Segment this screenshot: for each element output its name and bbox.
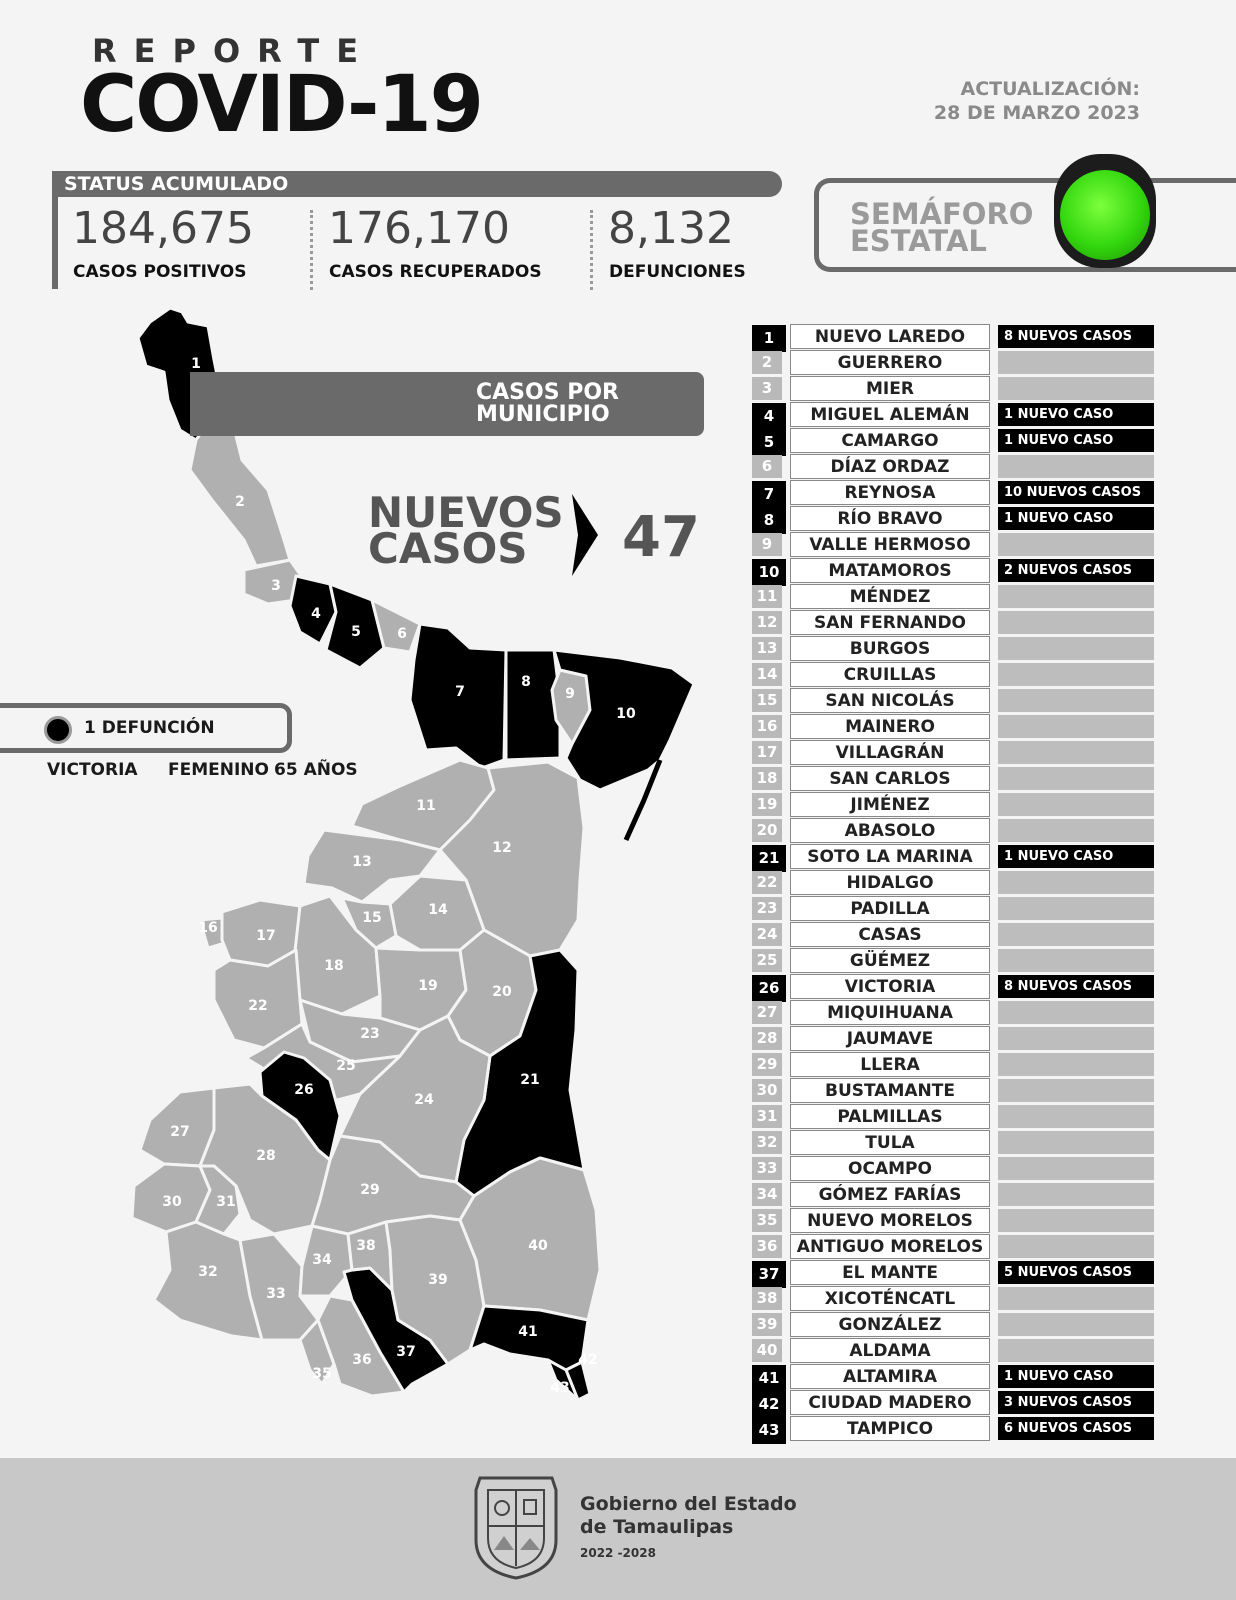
- municipio-new-cases: [998, 819, 1154, 842]
- municipio-new-cases: 5 NUEVOS CASOS: [998, 1261, 1154, 1284]
- map-label-29: 29: [360, 1182, 380, 1198]
- municipio-name: MIER: [790, 376, 990, 401]
- municipio-name: CIUDAD MADERO: [790, 1390, 990, 1415]
- table-row: [752, 792, 1172, 818]
- map-label-8: 8: [521, 674, 531, 690]
- municipio-name: HIDALGO: [790, 870, 990, 895]
- table-row: [752, 428, 1172, 454]
- table-row: [752, 1234, 1172, 1260]
- municipio-number: 9: [752, 533, 782, 556]
- table-row: [752, 1312, 1172, 1338]
- map-label-9: 9: [565, 686, 575, 702]
- municipio-name: MATAMOROS: [790, 558, 990, 583]
- municipio-name: JIMÉNEZ: [790, 792, 990, 817]
- municipio-number: 41: [752, 1365, 786, 1392]
- municipio-number: 31: [752, 1105, 782, 1128]
- municipio-name: CAMARGO: [790, 428, 990, 453]
- municipio-new-cases: [998, 351, 1154, 374]
- municipio-new-cases: 10 NUEVOS CASOS: [998, 481, 1154, 504]
- map-label-41: 41: [518, 1324, 538, 1340]
- municipio-name: BURGOS: [790, 636, 990, 661]
- municipio-name: RÍO BRAVO: [790, 506, 990, 531]
- table-row: [752, 1000, 1172, 1026]
- map-label-34: 34: [312, 1252, 332, 1268]
- map-label-22: 22: [248, 998, 268, 1014]
- municipio-new-cases: 1 NUEVO CASO: [998, 429, 1154, 452]
- map-label-30: 30: [162, 1194, 182, 1210]
- municipio-name: SAN CARLOS: [790, 766, 990, 791]
- municipio-number: 23: [752, 897, 782, 920]
- municipio-number: 12: [752, 611, 782, 634]
- municipio-number: 8: [752, 507, 786, 534]
- municipio-new-cases: [998, 897, 1154, 920]
- municipio-number: 19: [752, 793, 782, 816]
- municipio-name: CASAS: [790, 922, 990, 947]
- table-row: [752, 1182, 1172, 1208]
- municipio-number: 15: [752, 689, 782, 712]
- municipio-name: SAN FERNANDO: [790, 610, 990, 635]
- municipio-new-cases: [998, 637, 1154, 660]
- nuevos-casos-label: [368, 488, 564, 573]
- municipio-new-cases: 2 NUEVOS CASOS: [998, 559, 1154, 582]
- table-row: [752, 532, 1172, 558]
- municipio-new-cases: [998, 1079, 1154, 1102]
- municipio-new-cases: 8 NUEVOS CASOS: [998, 975, 1154, 998]
- municipio-new-cases: [998, 1105, 1154, 1128]
- map-label-38: 38: [356, 1238, 376, 1254]
- table-row: [752, 1026, 1172, 1052]
- municipio-new-cases: [998, 1001, 1154, 1024]
- municipio-number: 27: [752, 1001, 782, 1024]
- government-name: [580, 1493, 797, 1539]
- municipio-number: 33: [752, 1157, 782, 1180]
- map-label-5: 5: [351, 624, 361, 640]
- municipio-new-cases: [998, 767, 1154, 790]
- municipio-new-cases: [998, 377, 1154, 400]
- municipio-number: 4: [752, 403, 786, 430]
- table-row: [752, 636, 1172, 662]
- municipio-name: EL MANTE: [790, 1260, 990, 1285]
- nuevos-line2: CASOS: [368, 524, 528, 573]
- municipio-number: 26: [752, 975, 786, 1002]
- municipio-number: 32: [752, 1131, 782, 1154]
- map-label-32: 32: [198, 1264, 218, 1280]
- map-label-21: 21: [520, 1072, 540, 1088]
- municipio-name: TAMPICO: [790, 1416, 990, 1441]
- traffic-light-green-icon: [1060, 170, 1150, 260]
- table-row: [752, 1052, 1172, 1078]
- municipio-name: MIQUIHUANA: [790, 1000, 990, 1025]
- municipio-new-cases: [998, 1053, 1154, 1076]
- municipio-number: 13: [752, 637, 782, 660]
- map-label-35: 35: [312, 1366, 332, 1382]
- map-label-40: 40: [528, 1238, 548, 1254]
- municipio-number: 14: [752, 663, 782, 686]
- municipio-new-cases: 8 NUEVOS CASOS: [998, 325, 1154, 348]
- defunciones-label: DEFUNCIONES: [609, 262, 746, 282]
- map-label-12: 12: [492, 840, 512, 856]
- municipio-new-cases: [998, 793, 1154, 816]
- table-row: [752, 1078, 1172, 1104]
- municipio-number: 22: [752, 871, 782, 894]
- map-label-4: 4: [311, 606, 321, 622]
- map-label-20: 20: [492, 984, 512, 1000]
- map-label-16: 16: [198, 920, 218, 936]
- municipio-number: 24: [752, 923, 782, 946]
- table-row: [752, 714, 1172, 740]
- municipio-number: 42: [752, 1391, 786, 1418]
- table-row: [752, 688, 1172, 714]
- municipio-name: VICTORIA: [790, 974, 990, 999]
- update-date: 28 DE MARZO 2023: [933, 102, 1140, 124]
- municipio-new-cases: [998, 611, 1154, 634]
- map-label-17: 17: [256, 928, 276, 944]
- municipio-name: GUERRERO: [790, 350, 990, 375]
- municipio-name: CRUILLAS: [790, 662, 990, 687]
- map-label-15: 15: [362, 910, 382, 926]
- municipio-new-cases: [998, 715, 1154, 738]
- municipio-new-cases: [998, 1027, 1154, 1050]
- municipio-new-cases: [998, 871, 1154, 894]
- municipio-new-cases: [998, 1183, 1154, 1206]
- map-label-11: 11: [416, 798, 436, 814]
- map-label-2: 2: [235, 494, 245, 510]
- table-row: [752, 324, 1172, 350]
- map-label-43: 43: [550, 1380, 570, 1396]
- municipio-name: REYNOSA: [790, 480, 990, 505]
- table-row: [752, 610, 1172, 636]
- municipio-number: 25: [752, 949, 782, 972]
- municipio-8-shape: [506, 650, 560, 760]
- table-row: [752, 1390, 1172, 1416]
- table-row: [752, 844, 1172, 870]
- table-row: [752, 1260, 1172, 1286]
- municipio-name: PALMILLAS: [790, 1104, 990, 1129]
- map-label-3: 3: [271, 578, 281, 594]
- table-row: [752, 922, 1172, 948]
- semaforo-line2: ESTATAL: [850, 224, 987, 258]
- table-row: [752, 1156, 1172, 1182]
- table-row: [752, 818, 1172, 844]
- municipio-number: 1: [752, 325, 786, 352]
- table-row: [752, 558, 1172, 584]
- municipio-new-cases: [998, 949, 1154, 972]
- table-row: [752, 350, 1172, 376]
- table-row: [752, 1130, 1172, 1156]
- municipio-number: 28: [752, 1027, 782, 1050]
- update-label: ACTUALIZACIÓN:: [960, 78, 1140, 100]
- defuncion-municipio: VICTORIA: [47, 760, 138, 780]
- municipio-number: 34: [752, 1183, 782, 1206]
- map-label-19: 19: [418, 978, 438, 994]
- municipio-new-cases: 6 NUEVOS CASOS: [998, 1417, 1154, 1440]
- municipio-new-cases: [998, 741, 1154, 764]
- municipio-new-cases: 3 NUEVOS CASOS: [998, 1391, 1154, 1414]
- municipio-new-cases: 1 NUEVO CASO: [998, 403, 1154, 426]
- map-label-28: 28: [256, 1148, 276, 1164]
- municipio-2-shape: [190, 420, 290, 566]
- municipio-new-cases: 1 NUEVO CASO: [998, 507, 1154, 530]
- status-label: STATUS ACUMULADO: [64, 173, 289, 195]
- casos-line2: MUNICIPIO: [476, 402, 610, 427]
- municipio-new-cases: [998, 1157, 1154, 1180]
- municipio-name: ALTAMIRA: [790, 1364, 990, 1389]
- municipio-name: XICOTÉNCATL: [790, 1286, 990, 1311]
- municipio-new-cases: [998, 1235, 1154, 1258]
- municipio-number: 3: [752, 377, 782, 400]
- table-row: [752, 870, 1172, 896]
- nuevos-casos-total: 47: [622, 505, 700, 570]
- map-label-7: 7: [455, 684, 465, 700]
- municipio-name: DÍAZ ORDAZ: [790, 454, 990, 479]
- table-row: [752, 662, 1172, 688]
- municipio-new-cases: 1 NUEVO CASO: [998, 845, 1154, 868]
- municipio-name: LLERA: [790, 1052, 990, 1077]
- semaforo-label: [850, 197, 1034, 258]
- map-label-14: 14: [428, 902, 448, 918]
- table-row: [752, 1208, 1172, 1234]
- table-row: [752, 766, 1172, 792]
- municipio-number: 10: [752, 559, 786, 586]
- municipio-new-cases: [998, 1313, 1154, 1336]
- municipio-name: ABASOLO: [790, 818, 990, 843]
- municipio-name: VALLE HERMOSO: [790, 532, 990, 557]
- map-label-1: 1: [191, 356, 201, 372]
- municipio-number: 30: [752, 1079, 782, 1102]
- municipio-number: 7: [752, 481, 786, 508]
- table-row: [752, 1338, 1172, 1364]
- municipio-number: 5: [752, 429, 786, 456]
- table-row: [752, 740, 1172, 766]
- recuperados-label: CASOS RECUPERADOS: [329, 262, 542, 282]
- table-row: [752, 376, 1172, 402]
- table-row: [752, 974, 1172, 1000]
- municipio-name: SAN NICOLÁS: [790, 688, 990, 713]
- municipio-name: BUSTAMANTE: [790, 1078, 990, 1103]
- map-label-25: 25: [336, 1058, 356, 1074]
- table-row: [752, 948, 1172, 974]
- map-label-10: 10: [616, 706, 636, 722]
- map-label-18: 18: [324, 958, 344, 974]
- municipio-number: 20: [752, 819, 782, 842]
- table-row: [752, 1286, 1172, 1312]
- map-label-23: 23: [360, 1026, 380, 1042]
- municipio-name: NUEVO MORELOS: [790, 1208, 990, 1233]
- municipio-number: 39: [752, 1313, 782, 1336]
- page-title: COVID-19: [80, 60, 482, 150]
- update-info: [934, 77, 1140, 125]
- map-label-13: 13: [352, 854, 372, 870]
- municipio-number: 6: [752, 455, 782, 478]
- divider: [310, 210, 313, 290]
- municipio-name: TULA: [790, 1130, 990, 1155]
- municipio-new-cases: [998, 585, 1154, 608]
- municipio-name: GÜÉMEZ: [790, 948, 990, 973]
- municipio-new-cases: [998, 455, 1154, 478]
- defuncion-sexo: FEMENINO: [168, 760, 269, 780]
- semaforo-line1: SEMÁFORO: [850, 197, 1034, 231]
- map-label-27: 27: [170, 1124, 190, 1140]
- municipio-number: 16: [752, 715, 782, 738]
- recuperados-value: 176,170: [328, 203, 510, 254]
- municipio-new-cases: [998, 689, 1154, 712]
- map-label-31: 31: [216, 1194, 236, 1210]
- nuevos-line1: NUEVOS: [368, 488, 564, 537]
- municipio-name: GONZÁLEZ: [790, 1312, 990, 1337]
- chevron-right-icon: [572, 494, 602, 576]
- municipio-new-cases: 1 NUEVO CASO: [998, 1365, 1154, 1388]
- map-label-36: 36: [352, 1352, 372, 1368]
- table-row: [752, 454, 1172, 480]
- defuncion-edad: 65 AÑOS: [274, 760, 358, 780]
- status-left-border: [52, 171, 58, 289]
- table-row: [752, 896, 1172, 922]
- municipio-number: 11: [752, 585, 782, 608]
- municipio-new-cases: [998, 1209, 1154, 1232]
- municipio-number: 17: [752, 741, 782, 764]
- table-row: [752, 506, 1172, 532]
- municipio-number: 18: [752, 767, 782, 790]
- municipio-number: 40: [752, 1339, 782, 1362]
- municipio-name: ANTIGUO MORELOS: [790, 1234, 990, 1259]
- municipio-name: MÉNDEZ: [790, 584, 990, 609]
- municipio-number: 37: [752, 1261, 786, 1288]
- report-word: REPORTE: [92, 32, 376, 70]
- municipio-number: 43: [752, 1417, 786, 1444]
- map-label-24: 24: [414, 1092, 434, 1108]
- map-label-37: 37: [396, 1344, 416, 1360]
- municipio-name: NUEVO LAREDO: [790, 324, 990, 349]
- table-row: [752, 584, 1172, 610]
- positivos-value: 184,675: [72, 203, 254, 254]
- table-row: [752, 1364, 1172, 1390]
- government-years: 2022 -2028: [580, 1546, 656, 1560]
- municipio-number: 38: [752, 1287, 782, 1310]
- map-label-6: 6: [397, 626, 407, 642]
- municipio-name: MAINERO: [790, 714, 990, 739]
- municipio-new-cases: [998, 663, 1154, 686]
- municipio-name: GÓMEZ FARÍAS: [790, 1182, 990, 1207]
- municipio-name: JAUMAVE: [790, 1026, 990, 1051]
- defuncion-dot-icon: [44, 716, 72, 744]
- casos-municipio-title: [476, 382, 619, 426]
- casos-municipio-banner: [190, 372, 704, 436]
- table-row: [752, 1104, 1172, 1130]
- municipio-name: PADILLA: [790, 896, 990, 921]
- municipio-new-cases: [998, 533, 1154, 556]
- municipio-new-cases: [998, 1287, 1154, 1310]
- municipio-number: 2: [752, 351, 782, 374]
- positivos-label: CASOS POSITIVOS: [73, 262, 247, 282]
- map-label-42: 42: [578, 1352, 598, 1368]
- divider: [590, 210, 593, 290]
- table-row: [752, 1416, 1172, 1442]
- table-row: [752, 480, 1172, 506]
- gov-line1: Gobierno del Estado: [580, 1493, 797, 1515]
- municipio-name: OCAMPO: [790, 1156, 990, 1181]
- municipio-new-cases: [998, 923, 1154, 946]
- table-row: [752, 402, 1172, 428]
- municipio-name: ALDAMA: [790, 1338, 990, 1363]
- tamaulipas-coat-of-arms-icon: [470, 1470, 562, 1582]
- municipios-table: [752, 324, 1172, 1444]
- municipio-name: SOTO LA MARINA: [790, 844, 990, 869]
- casos-line1: CASOS POR: [476, 380, 619, 405]
- municipio-number: 29: [752, 1053, 782, 1076]
- map-label-26: 26: [294, 1082, 314, 1098]
- municipio-name: VILLAGRÁN: [790, 740, 990, 765]
- map-label-33: 33: [266, 1286, 286, 1302]
- municipio-number: 35: [752, 1209, 782, 1232]
- municipio-number: 36: [752, 1235, 782, 1258]
- municipio-new-cases: [998, 1339, 1154, 1362]
- municipios-map: [0, 300, 720, 1410]
- defunciones-value: 8,132: [608, 203, 734, 254]
- municipio-name: MIGUEL ALEMÁN: [790, 402, 990, 427]
- municipio-number: 21: [752, 845, 786, 872]
- defuncion-label: 1 DEFUNCIÓN: [84, 718, 215, 738]
- map-label-39: 39: [428, 1272, 448, 1288]
- gov-line2: de Tamaulipas: [580, 1516, 734, 1538]
- municipio-new-cases: [998, 1131, 1154, 1154]
